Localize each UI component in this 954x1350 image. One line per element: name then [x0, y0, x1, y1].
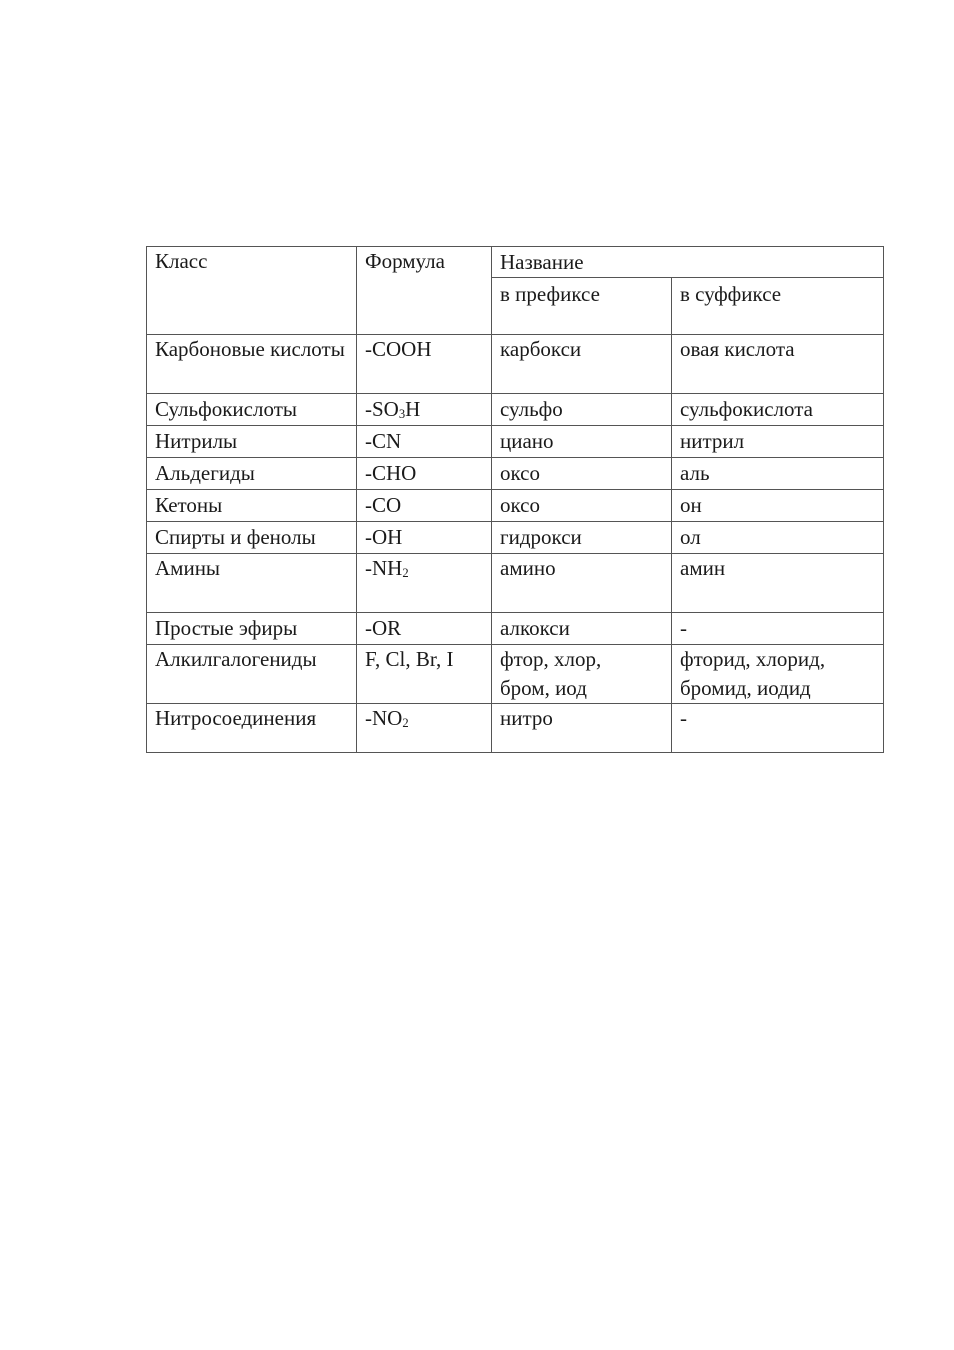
suffix-cell: фторид, хлорид, бромид, иодид: [672, 645, 884, 704]
suffix-cell: сульфокислота: [672, 394, 884, 426]
suffix-cell: ол: [672, 522, 884, 554]
table-row: [147, 554, 884, 613]
table-row: [147, 645, 884, 704]
header-class: Класс: [147, 247, 357, 335]
table-row: [147, 490, 884, 522]
suffix-cell: нитрил: [672, 426, 884, 458]
class-cell: Альдегиды: [147, 458, 357, 490]
header-formula: Формула: [357, 247, 492, 335]
formula-cell: -OH: [357, 522, 492, 554]
formula-cell: $-SO_3H$: [357, 394, 492, 426]
suffix-cell: аль: [672, 458, 884, 490]
table-row: [147, 335, 884, 394]
suffix-cell: он: [672, 490, 884, 522]
table-row: [147, 522, 884, 554]
prefix-cell: оксо: [492, 458, 672, 490]
class-cell: Амины: [147, 554, 357, 613]
table-row: [147, 613, 884, 645]
formula-cell: $-NH_2$: [357, 554, 492, 613]
functional-groups-table: [146, 246, 884, 753]
table-row: [147, 458, 884, 490]
prefix-cell: циано: [492, 426, 672, 458]
formula-cell: F, Cl, Br, I: [357, 645, 492, 704]
prefix-cell: карбокси: [492, 335, 672, 394]
formula-cell: -OR: [357, 613, 492, 645]
prefix-cell: фтор, хлор, бром, иод: [492, 645, 672, 704]
header-suffix: в суффиксе: [672, 278, 884, 335]
prefix-cell: сульфо: [492, 394, 672, 426]
prefix-cell: алкокси: [492, 613, 672, 645]
class-cell: Простые эфиры: [147, 613, 357, 645]
table-row: [147, 704, 884, 753]
suffix-cell: овая кислота: [672, 335, 884, 394]
formula-cell: -CN: [357, 426, 492, 458]
prefix-cell: гидрокси: [492, 522, 672, 554]
table-row: [147, 426, 884, 458]
class-cell: Нитрилы: [147, 426, 357, 458]
formula-cell: -COOH: [357, 335, 492, 394]
class-cell: Карбоновые кислоты: [147, 335, 357, 394]
class-cell: Нитросоединения: [147, 704, 357, 753]
header-prefix: в префиксе: [492, 278, 672, 335]
class-cell: Спирты и фенолы: [147, 522, 357, 554]
table-row: [147, 394, 884, 426]
prefix-cell: амино: [492, 554, 672, 613]
suffix-cell: амин: [672, 554, 884, 613]
formula-cell: -CHO: [357, 458, 492, 490]
prefix-cell: нитро: [492, 704, 672, 753]
class-cell: Алкилгалогениды: [147, 645, 357, 704]
header-name: Название: [492, 247, 884, 278]
formula-cell: -CO: [357, 490, 492, 522]
suffix-cell: -: [672, 704, 884, 753]
formula-cell: $-NO_2$: [357, 704, 492, 753]
header-row: [147, 247, 884, 278]
prefix-cell: оксо: [492, 490, 672, 522]
class-cell: Сульфокислоты: [147, 394, 357, 426]
class-cell: Кетоны: [147, 490, 357, 522]
suffix-cell: -: [672, 613, 884, 645]
